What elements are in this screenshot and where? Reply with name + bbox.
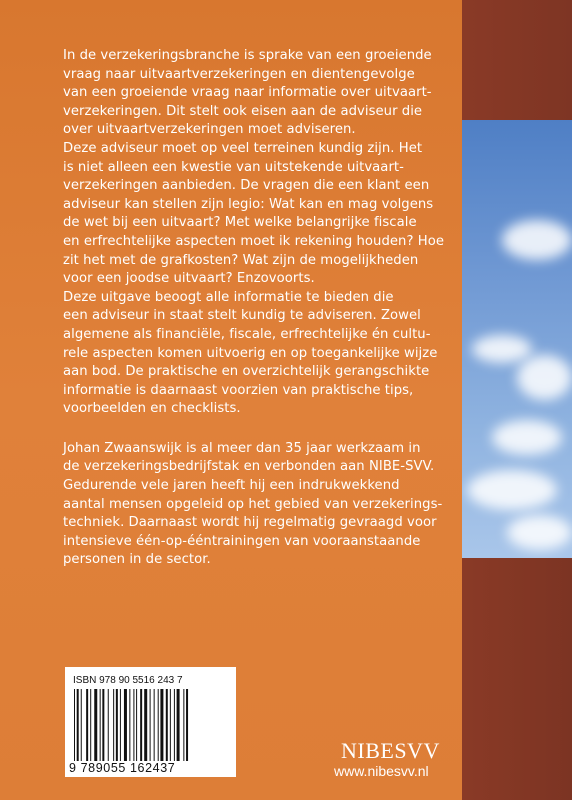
barcode-box bbox=[65, 667, 236, 777]
isbn-label: ISBN 978 90 5516 243 7 bbox=[73, 675, 183, 686]
sky-photo bbox=[462, 120, 572, 558]
cloud bbox=[507, 515, 572, 550]
text-line: adviseur kan stellen zijn legio: Wat kan en mag volgens bbox=[63, 196, 434, 212]
cloud bbox=[492, 420, 562, 455]
text-line: techniek. Daarnaast wordt hij regelmatig gevraagd voor bbox=[63, 515, 437, 531]
text-line: over uitvaartverzekeringen moet adviseren. bbox=[63, 122, 356, 138]
blurb-text bbox=[63, 47, 455, 570]
text-line: intensieve één-op-ééntrainingen van vooraanstaande bbox=[63, 533, 421, 549]
text-line: is niet alleen een kwestie van uitstekende uitvaart- bbox=[63, 159, 404, 175]
brown-strip-bottom bbox=[462, 558, 572, 800]
text-line: rele aspecten komen uitvoerig en op toegankelijke wijze bbox=[63, 345, 438, 361]
text-line: informatie is daarnaast voorzien van praktische tips, bbox=[63, 382, 414, 398]
text-line: aan bod. De praktische en overzichtelijk gerangschikte bbox=[63, 364, 430, 380]
cloud bbox=[502, 220, 572, 260]
brown-strip-top bbox=[462, 0, 572, 120]
text-line: de wet bij een uitvaart? Met welke belangrijke fiscale bbox=[63, 215, 417, 231]
text-line: verzekeringen. Dit stelt ook eisen aan de adviseur die bbox=[63, 103, 423, 119]
text-line: zit het met de grafkosten? Wat zijn de mogelijkheden bbox=[63, 252, 419, 268]
publisher-logo: NIBESVV bbox=[341, 738, 440, 763]
cloud bbox=[467, 470, 557, 510]
text-line: algemene als financiële, fiscale, erfrechtelijke én cultu- bbox=[63, 326, 431, 342]
cloud bbox=[517, 355, 572, 400]
text-line: voor een joodse uitvaart? Enzovoorts. bbox=[63, 271, 315, 287]
text-line: Deze adviseur moet op veel terreinen kundig zijn. Het bbox=[63, 140, 423, 156]
text-line: een adviseur in staat stelt kundig te adviseren. Zowel bbox=[63, 308, 421, 324]
text-line: de verzekeringsbedrijfstak en verbonden aan NIBE-SVV. bbox=[63, 459, 435, 475]
text-line: In de verzekeringsbranche is sprake van een groeiende bbox=[63, 48, 432, 63]
text-line: verzekeringen aanbieden. De vragen die een klant een bbox=[63, 178, 430, 194]
text-line: Gedurende vele jaren heeft hij een indrukwekkend bbox=[63, 478, 400, 494]
text-line: van een groeiende vraag naar informatie over uitvaart- bbox=[63, 85, 432, 101]
text-line: aantal mensen opgeleid op het gebied van verzekerings- bbox=[63, 496, 443, 512]
cloud bbox=[472, 335, 532, 363]
text-line: personen in de sector. bbox=[63, 552, 211, 568]
text-line: Deze uitgave beoogt alle informatie te bieden die bbox=[63, 289, 394, 305]
publisher-url: www.nibesvv.nl bbox=[334, 763, 429, 779]
text-line: voorbeelden en checklists. bbox=[63, 401, 241, 417]
author-paragraph bbox=[63, 440, 455, 570]
text-line: Johan Zwaanswijk is al meer dan 35 jaar werkzaam in bbox=[63, 440, 421, 456]
text-line: en erfrechtelijke aspecten moet ik rekening houden? Hoe bbox=[63, 233, 444, 249]
blurb-paragraph bbox=[63, 47, 455, 419]
barcode-number: 9 789055 162437 bbox=[69, 761, 176, 775]
text-line: vraag naar uitvaartverzekeringen en dientengevolge bbox=[63, 66, 415, 82]
barcode-bars bbox=[74, 689, 227, 761]
